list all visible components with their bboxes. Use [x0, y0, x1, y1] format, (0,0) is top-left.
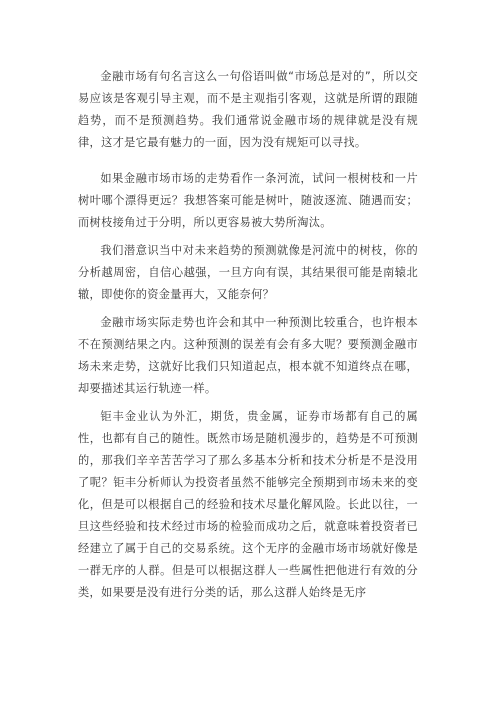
paragraph-1: 金融市场有句名言这么一句俗语叫做“市场总是对的”，所以交易应该是客观引导主观，而不是主观指引客观，这就是所谓的跟随趋势，而不是预测趋势。我们通常说金融市场的规律就是没有规律，这才是它最有魅力的一面，因为没有规矩可以寻找。 — [78, 70, 418, 149]
paragraph-4: 金融市场实际走势也许会和其中一种预测比较重合，也许根本不在预测结果之内。这种预测的误差有会有多大呢？要预测金融市场未来走势，这就好比我们只知道起点，根本就不知道终点在哪，却要描述其运行轨迹一样。 — [78, 316, 418, 395]
paragraph-5: 钜丰金业认为外汇，期货，贵金属，证券市场都有自己的属性，也都有自己的随性。既然市场是随机漫步的，趋势是不可预测的，那我们辛辛苦苦学习了那么多基本分析和技术分析是不是没用了呢？钜丰分析师认为投资者虽然不能够完全预期到市场未来的变化，但是可以根据自己的经验和技术尽量化解风险。长此以往，一旦这些经验和技术经过市场的检验而成功之后，就意味着投资者已经建立了属于自己的交易系统。这个无序的金融市场市场就好像是一群无序的人群。但是可以根据这群人一些属性把他进行有效的分类，如果要是没有进行分类的话，那么这群人始终是无序 — [78, 410, 418, 599]
paragraph-3: 我们潜意识当中对未来趋势的预测就像是河流中的树枝，你的分析越周密，自信心越强，一旦方向有误，其结果很可能是南辕北辙，即使你的资金量再大，又能奈何？ — [78, 244, 418, 301]
paragraph-2: 如果金融市场市场的走势看作一条河流，试问一根树枝和一片树叶哪个漂得更远？我想答案可能是树叶，随波逐流、随遇而安；而树枝接角过于分明，所以更容易被大势所淘汰。 — [78, 172, 418, 229]
document-body — [78, 66, 418, 604]
